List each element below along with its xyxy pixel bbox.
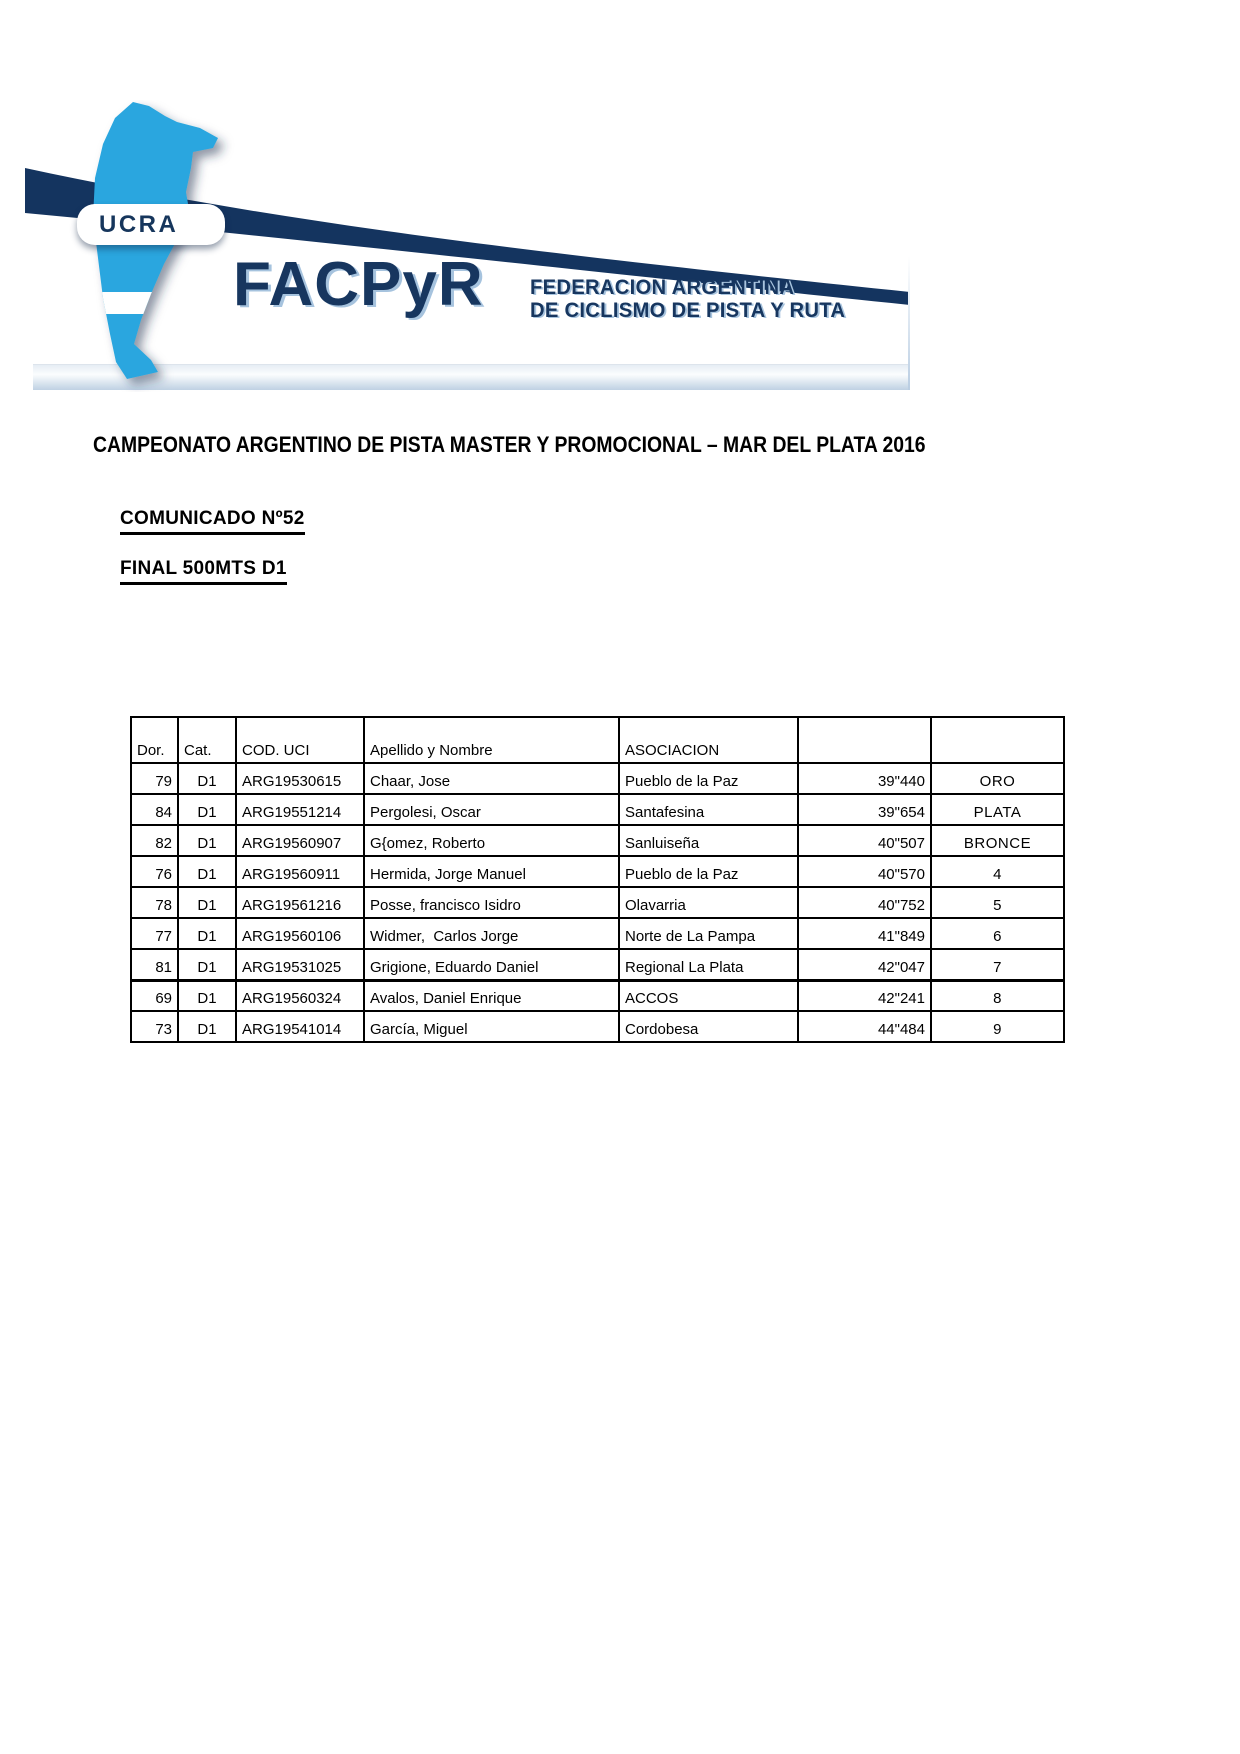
header-category: Cat. [178, 717, 236, 763]
table-row [131, 887, 1064, 918]
cell-name: Pergolesi, Oscar [364, 794, 619, 825]
cell-cod: ARG19561216 [236, 887, 364, 918]
table-row [131, 980, 1064, 1011]
cell-cod: ARG19541014 [236, 1011, 364, 1042]
cell-dor: 77 [131, 918, 178, 949]
cell-cod: ARG19530615 [236, 763, 364, 794]
header-association: ASOCIACION [619, 717, 798, 763]
cell-name: Chaar, Jose [364, 763, 619, 794]
cell-name: Widmer, Carlos Jorge [364, 918, 619, 949]
cell-dor: 73 [131, 1011, 178, 1042]
page-title: CAMPEONATO ARGENTINO DE PISTA MASTER Y PROMOCIONAL – MAR DEL PLATA 2016 [93, 432, 926, 457]
cell-time: 39"440 [798, 763, 931, 794]
logo-right-edge [908, 256, 910, 390]
results-table-container [130, 716, 1065, 1043]
header-place [931, 717, 1064, 763]
table-row [131, 1011, 1064, 1042]
cell-dor: 84 [131, 794, 178, 825]
cell-place: 9 [931, 1011, 1064, 1042]
cell-dor: 69 [131, 980, 178, 1011]
cell-time: 40"570 [798, 856, 931, 887]
cell-cat: D1 [178, 825, 236, 856]
cell-time: 40"507 [798, 825, 931, 856]
cell-cod: ARG19560106 [236, 918, 364, 949]
header-dorsal: Dor. [131, 717, 178, 763]
cell-place: BRONCE [931, 825, 1064, 856]
cell-time: 44"484 [798, 1011, 931, 1042]
cell-assoc: Regional La Plata [619, 949, 798, 980]
cell-name: García, Miguel [364, 1011, 619, 1042]
cell-cat: D1 [178, 918, 236, 949]
cell-name: Hermida, Jorge Manuel [364, 856, 619, 887]
cell-time: 41"849 [798, 918, 931, 949]
cell-place: 6 [931, 918, 1064, 949]
cell-place: PLATA [931, 794, 1064, 825]
cell-name: Posse, francisco Isidro [364, 887, 619, 918]
cell-cod: ARG19560911 [236, 856, 364, 887]
table-row [131, 918, 1064, 949]
table-row [131, 949, 1064, 980]
cell-assoc: ACCOS [619, 980, 798, 1011]
argentina-map-icon [65, 100, 243, 392]
cell-place: 4 [931, 856, 1064, 887]
table-row [131, 856, 1064, 887]
cell-assoc: Pueblo de la Paz [619, 856, 798, 887]
cell-cat: D1 [178, 794, 236, 825]
cell-cat: D1 [178, 856, 236, 887]
comunicado-heading: COMUNICADO Nº52 [120, 508, 305, 535]
cell-cod: ARG19560324 [236, 980, 364, 1011]
cell-assoc: Sanluiseña [619, 825, 798, 856]
cell-assoc: Pueblo de la Paz [619, 763, 798, 794]
cell-dor: 81 [131, 949, 178, 980]
results-table [130, 716, 1065, 1043]
table-row [131, 825, 1064, 856]
cell-time: 39"654 [798, 794, 931, 825]
ucra-badge [77, 204, 225, 245]
federation-logo [25, 106, 910, 390]
cell-cod: ARG19531025 [236, 949, 364, 980]
facpyr-wordmark: FACPyR [233, 250, 484, 319]
cell-cat: D1 [178, 1011, 236, 1042]
cell-cod: ARG19551214 [236, 794, 364, 825]
header-time [798, 717, 931, 763]
header-name: Apellido y Nombre [364, 717, 619, 763]
cell-dor: 82 [131, 825, 178, 856]
cell-assoc: Cordobesa [619, 1011, 798, 1042]
cell-cat: D1 [178, 949, 236, 980]
cell-assoc: Santafesina [619, 794, 798, 825]
cell-place: 7 [931, 949, 1064, 980]
cell-cod: ARG19560907 [236, 825, 364, 856]
cell-dor: 79 [131, 763, 178, 794]
cell-place: 8 [931, 980, 1064, 1011]
header-uci-code: COD. UCI [236, 717, 364, 763]
cell-time: 40"752 [798, 887, 931, 918]
cell-name: Grigione, Eduardo Daniel [364, 949, 619, 980]
cell-dor: 78 [131, 887, 178, 918]
federation-name-line1: FEDERACION ARGENTINA [530, 275, 795, 299]
cell-cat: D1 [178, 887, 236, 918]
cell-place: 5 [931, 887, 1064, 918]
table-header-row [131, 717, 1064, 763]
cell-dor: 76 [131, 856, 178, 887]
federation-name-line2: DE CICLISMO DE PISTA Y RUTA [530, 298, 846, 322]
cell-cat: D1 [178, 763, 236, 794]
table-row [131, 763, 1064, 794]
cell-name: Avalos, Daniel Enrique [364, 980, 619, 1011]
federation-name [530, 276, 845, 322]
cell-cat: D1 [178, 980, 236, 1011]
cell-time: 42"047 [798, 949, 931, 980]
cell-place: ORO [931, 763, 1064, 794]
cell-assoc: Norte de La Pampa [619, 918, 798, 949]
cell-assoc: Olavarria [619, 887, 798, 918]
event-heading: FINAL 500MTS D1 [120, 558, 287, 585]
table-row [131, 794, 1064, 825]
ucra-label: UCRA [99, 211, 179, 238]
cell-name: G{omez, Roberto [364, 825, 619, 856]
cell-time: 42"241 [798, 980, 931, 1011]
